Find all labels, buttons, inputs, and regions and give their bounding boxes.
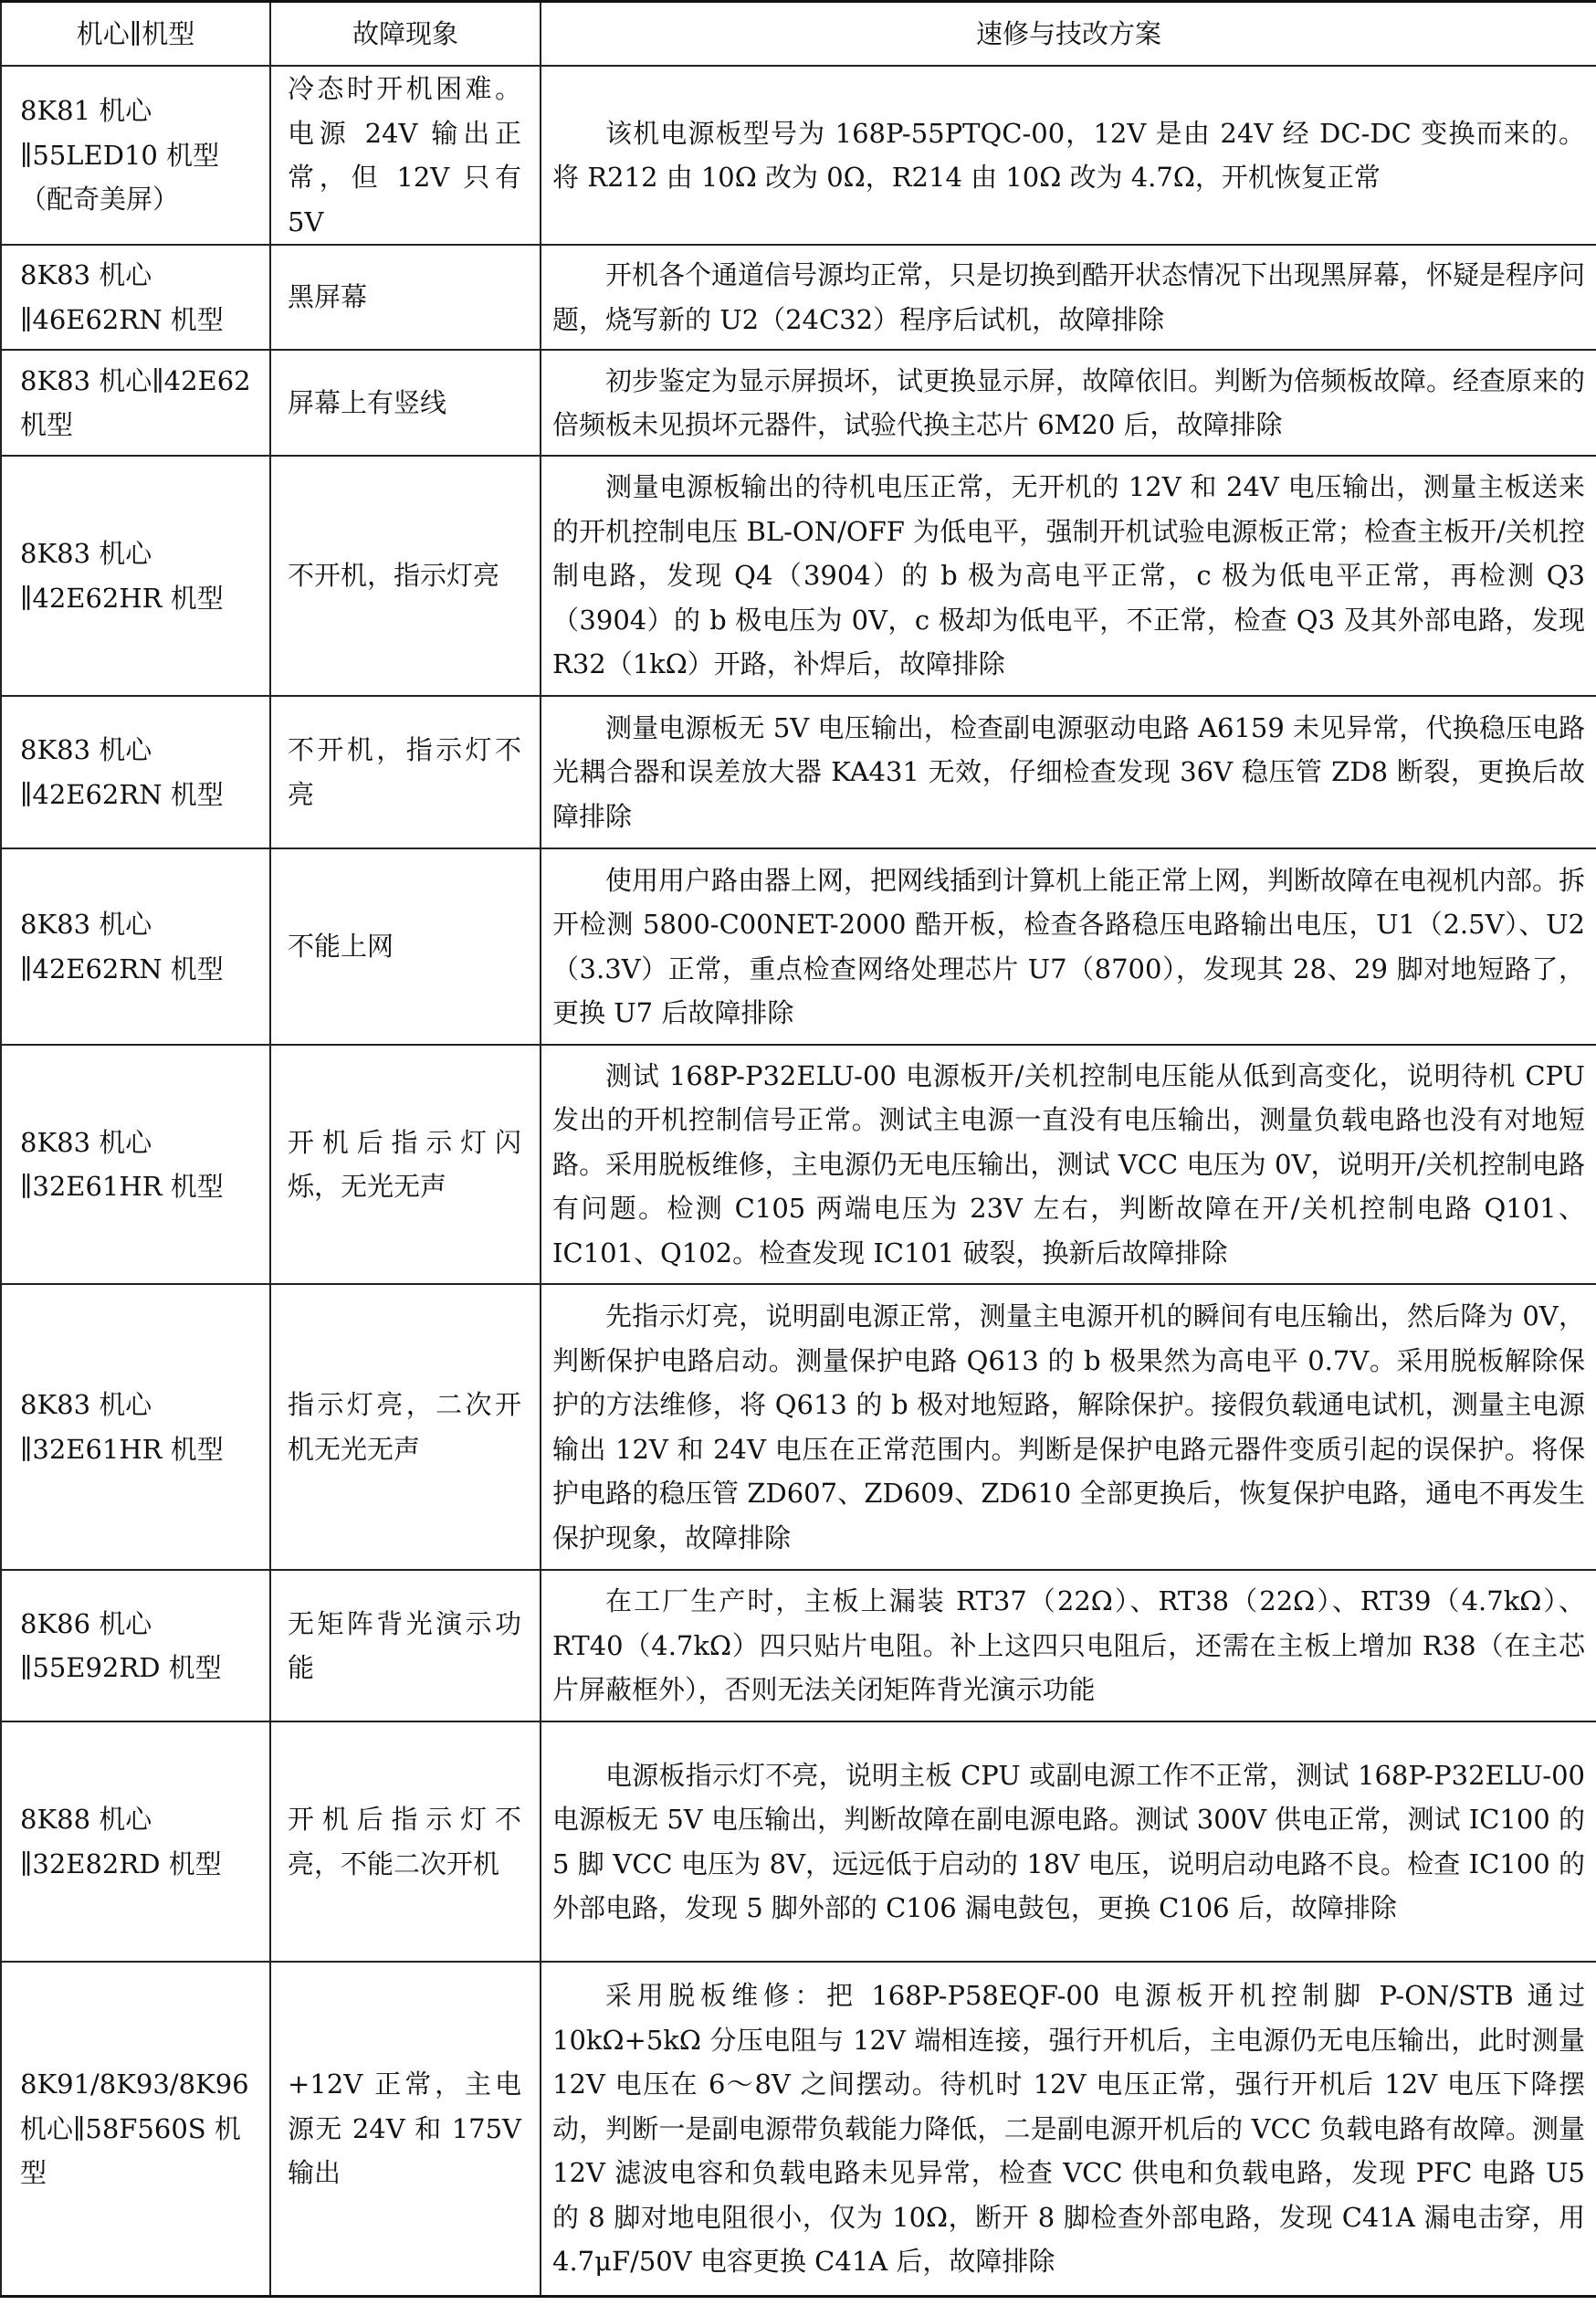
header-row (1, 2, 1596, 67)
table-row (1, 1721, 1596, 1962)
fix-cell: 采用脱板维修：把 168P-P58EQF-00 电源板开机控制脚 P-ON/STB 通过 10kΩ+5kΩ 分压电阻与 12V 端相连接，强行开机后，主电源仍无电压输出，此时测量 12V 电压在 6～8V 之间摆动。待机时 12V 电压正常，强行开机后 12V 电压下降摆动，判断一是副电源带负载能力降低，二是副电源开机后的 VCC 负载电路有故障。测量 12V 滤波电容和负载电路未见异常，检查 VCC 供电和负载电路，发现 PFC 电路 U5 的 8 脚对地电阻很小，仅为 10Ω，断开 8 脚检查外部电路，发现 C41A 漏电击穿，用 4.7μF/50V 电容更换 C41A 后，故障排除 (541, 1962, 1596, 2296)
fix-cell: 在工厂生产时，主板上漏装 RT37（22Ω）、RT38（22Ω）、RT39（4.7kΩ）、RT40（4.7kΩ）四只贴片电阻。补上这四只电阻后，还需在主板上增加 R38（在主芯片屏蔽框外），否则无法关闭矩阵背光演示功能 (541, 1570, 1596, 1721)
table-row (1, 1284, 1596, 1570)
table-row (1, 1570, 1596, 1721)
fault-cell: 开机后指示灯闪烁，无光无声 (270, 1045, 541, 1284)
fault-cell: 指示灯亮，二次开机无光无声 (270, 1284, 541, 1570)
fix-cell: 初步鉴定为显示屏损坏，试更换显示屏，故障依旧。判断为倍频板故障。经查原来的倍频板未见损坏元器件，试验代换主芯片 6M20 后，故障排除 (541, 350, 1596, 456)
fault-cell: 屏幕上有竖线 (270, 350, 541, 456)
fix-cell: 该机电源板型号为 168P-55PTQC-00，12V 是由 24V 经 DC-DC 变换而来的。将 R212 由 10Ω 改为 0Ω，R214 由 10Ω 改为 4.7Ω，开机恢复正常 (541, 66, 1596, 245)
header-fault: 故障现象 (270, 2, 541, 67)
table-row (1, 456, 1596, 696)
fault-cell: 开机后指示灯不亮，不能二次开机 (270, 1721, 541, 1962)
fault-cell: 不能上网 (270, 848, 541, 1045)
fix-cell: 开机各个通道信号源均正常，只是切换到酷开状态情况下出现黑屏幕，怀疑是程序问题，烧写新的 U2（24C32）程序后试机，故障排除 (541, 245, 1596, 350)
table-row (1, 696, 1596, 848)
fault-cell: 无矩阵背光演示功能 (270, 1570, 541, 1721)
fault-cell: 冷态时开机困难。电源 24V 输出正常，但 12V 只有 5V (270, 66, 541, 245)
model-cell: 8K88 机心∥32E82RD 机型 (1, 1721, 270, 1962)
fix-cell: 测试 168P-P32ELU-00 电源板开/关机控制电压能从低到高变化，说明待机 CPU 发出的开机控制信号正常。测试主电源一直没有电压输出，测量负载电路也没有对地短路。采用脱板维修，主电源仍无电压输出，测试 VCC 电压为 0V，说明开/关机控制电路有问题。检测 C105 两端电压为 23V 左右，判断故障在开/关机控制电路 Q101、IC101、Q102。检查发现 IC101 破裂，换新后故障排除 (541, 1045, 1596, 1284)
header-model: 机心∥机型 (1, 2, 270, 67)
fault-cell: 不开机，指示灯亮 (270, 456, 541, 696)
table-row (1, 1045, 1596, 1284)
fix-cell: 测量电源板输出的待机电压正常，无开机的 12V 和 24V 电压输出，测量主板送来的开机控制电压 BL-ON/OFF 为低电平，强制开机试验电源板正常；检查主板开/关机控制电路，发现 Q4（3904）的 b 极为高电平正常，c 极为低电平正常，再检测 Q3（3904）的 b 极电压为 0V，c 极却为低电平，不正常，检查 Q3 及其外部电路，发现 R32（1kΩ）开路，补焊后，故障排除 (541, 456, 1596, 696)
header-fix: 速修与技改方案 (541, 2, 1596, 67)
fault-cell: 黑屏幕 (270, 245, 541, 350)
model-cell: 8K83 机心∥32E61HR 机型 (1, 1284, 270, 1570)
model-cell: 8K91/8K93/8K96 机心∥58F560S 机型 (1, 1962, 270, 2296)
model-cell: 8K83 机心∥42E62RN 机型 (1, 848, 270, 1045)
table-row (1, 1962, 1596, 2296)
table-row (1, 245, 1596, 350)
fault-cell: 不开机，指示灯不亮 (270, 696, 541, 848)
model-cell: 8K86 机心∥55E92RD 机型 (1, 1570, 270, 1721)
model-cell: 8K81 机心∥55LED10 机型（配奇美屏） (1, 66, 270, 245)
model-cell: 8K83 机心∥46E62RN 机型 (1, 245, 270, 350)
model-cell: 8K83 机心∥42E62RN 机型 (1, 696, 270, 848)
fix-cell: 测量电源板无 5V 电压输出，检查副电源驱动电路 A6159 未见异常，代换稳压电路光耦合器和误差放大器 KA431 无效，仔细检查发现 36V 稳压管 ZD8 断裂，更换后故障排除 (541, 696, 1596, 848)
model-cell: 8K83 机心∥42E62 机型 (1, 350, 270, 456)
model-cell: 8K83 机心∥32E61HR 机型 (1, 1045, 270, 1284)
fix-cell: 电源板指示灯不亮，说明主板 CPU 或副电源工作不正常，测试 168P-P32ELU-00 电源板无 5V 电压输出，判断故障在副电源电路。测试 300V 供电正常，测试 IC100 的 5 脚 VCC 电压为 8V，远远低于启动的 18V 电压，说明启动电路不良。检查 IC100 的外部电路，发现 5 脚外部的 C106 漏电鼓包，更换 C106 后，故障排除 (541, 1721, 1596, 1962)
table-row (1, 350, 1596, 456)
model-cell: 8K83 机心∥42E62HR 机型 (1, 456, 270, 696)
table-row (1, 848, 1596, 1045)
fix-cell: 使用用户路由器上网，把网线插到计算机上能正常上网，判断故障在电视机内部。拆开检测 5800-C00NET-2000 酷开板，检查各路稳压电路输出电压，U1（2.5V）、U2（3.3V）正常，重点检查网络处理芯片 U7（8700），发现其 28、29 脚对地短路了，更换 U7 后故障排除 (541, 848, 1596, 1045)
fault-cell: +12V 正常，主电源无 24V 和 175V 输出 (270, 1962, 541, 2296)
fix-cell: 先指示灯亮，说明副电源正常，测量主电源开机的瞬间有电压输出，然后降为 0V，判断保护电路启动。测量保护电路 Q613 的 b 极果然为高电平 0.7V。采用脱板解除保护的方法维修，将 Q613 的 b 极对地短路，解除保护。接假负载通电试机，测量主电源输出 12V 和 24V 电压在正常范围内。判断是保护电路元器件变质引起的误保护。将保护电路的稳压管 ZD607、ZD609、ZD610 全部更换后，恢复保护电路，通电不再发生保护现象，故障排除 (541, 1284, 1596, 1570)
table-row (1, 66, 1596, 245)
